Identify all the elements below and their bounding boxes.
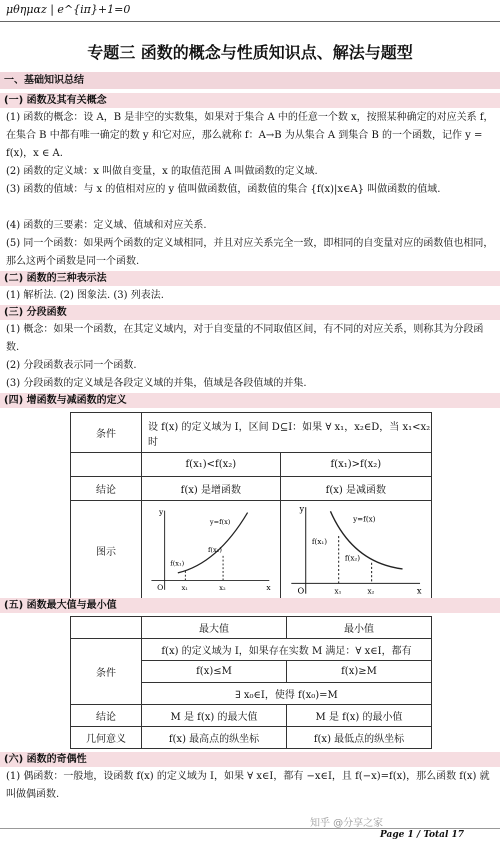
cell-label: 图示 — [71, 501, 142, 602]
cell-dec-condition: f(x₁)>f(x₂) — [280, 453, 431, 477]
cell-dec-conclusion: f(x) 是减函数 — [280, 477, 431, 501]
cell-label: 条件 — [71, 413, 142, 453]
cell-inc-conclusion: f(x) 是增函数 — [142, 477, 281, 501]
cell-cond-min: f(x)≥M — [286, 661, 431, 683]
origin-label: O — [157, 582, 164, 592]
cell-label: 结论 — [71, 477, 142, 501]
paragraph: (2) 分段函数表示同一个函数. — [6, 360, 137, 371]
axis-x-label: x — [416, 585, 422, 596]
page-title: 专题三 函数的概念与性质知识点、解法与题型 — [87, 43, 413, 62]
extremum-table — [70, 616, 432, 749]
paragraph: (1) 解析法. (2) 图象法. (3) 列表法. — [6, 290, 164, 301]
cell-geo-min: f(x) 最低点的纵坐标 — [286, 727, 431, 749]
cell-cond-max: f(x)≤M — [142, 661, 287, 683]
subsection-heading-4: (四) 增函数与减函数的定义 — [0, 393, 500, 408]
cell-concl-min: M 是 f(x) 的最小值 — [286, 705, 431, 727]
header-text: μθημαz | e^{iπ}+1=0 — [6, 3, 131, 16]
cell-geo-max: f(x) 最高点的纵坐标 — [142, 727, 287, 749]
paragraph: (1) 偶函数：一般地，设函数 f(x) 的定义域为 I，如果 ∀ x∈I，都有 −x∈I，且 f(−x)=f(x)，那么函数 f(x) 就叫做偶函数. — [6, 771, 490, 800]
page-header — [0, 0, 500, 22]
header-min: 最小值 — [286, 617, 431, 639]
paragraph: (3) 函数的值域：与 x 的值相对应的 y 值叫做函数值，函数值的集合 {f(x)|x∈A} 叫做函数的值域. — [6, 184, 441, 195]
subsection-heading-2: (二) 函数的三种表示法 — [0, 271, 500, 286]
section-heading: 一、基础知识总结 — [0, 72, 500, 89]
page-footer: Page 1 / Total 17 — [380, 830, 465, 840]
axis-y-label: y — [158, 507, 164, 517]
watermark: 知乎 @分享之家 — [310, 818, 384, 829]
cell-condition-common: f(x) 的定义域为 I，如果存在实数 M 满足：∀ x∈I，都有 — [142, 639, 432, 661]
x2-label: x₂ — [219, 583, 226, 592]
increasing-graph — [142, 501, 281, 602]
header-max: 最大值 — [142, 617, 287, 639]
footer-rule — [0, 828, 500, 829]
paragraph: (2) 函数的定义域：x 叫做自变量，x 的取值范围 A 叫做函数的定义域. — [6, 166, 318, 177]
subsection-heading-1: (一) 函数及其有关概念 — [0, 93, 500, 108]
subsection-heading-3: (三) 分段函数 — [0, 305, 500, 320]
cell-cond-exist: ∃ x₀∈I，使得 f(x₀)=M — [142, 683, 432, 705]
paragraph: (4) 函数的三要素：定义域、值域和对应关系. — [6, 220, 207, 231]
subsection-heading-5: (五) 函数最大值与最小值 — [0, 598, 500, 613]
cell-label: 条件 — [71, 639, 142, 705]
axis-y-label: y — [299, 503, 304, 514]
fx2-label: f(x₂) — [344, 553, 360, 563]
x2-label: x₂ — [367, 586, 375, 596]
cell-concl-max: M 是 f(x) 的最大值 — [142, 705, 287, 727]
curve-label: y=f(x) — [209, 517, 231, 526]
origin-label: O — [297, 585, 304, 596]
monotonic-table — [70, 412, 432, 602]
paragraph: (1) 函数的概念：设 A，B 是非空的实数集，如果对于集合 A 中的任意一个数 x，按照某种确定的对应关系 f，在集合 B 中都有唯一确定的数 y 和它对应，那么就称 f：A→B 为从集合 A 到集合 B 的一个函数，记作 y = f(x)，x ∈ A. — [6, 112, 494, 159]
curve-label: y=f(x) — [352, 514, 376, 524]
paragraph: (3) 分段函数的定义域是各段定义域的并集，值域是各段值域的并集. — [6, 378, 307, 389]
subsection-heading-6: (六) 函数的奇偶性 — [0, 752, 500, 767]
cell-label: 几何意义 — [71, 727, 142, 749]
increasing-graph-svg — [142, 505, 280, 594]
cell-condition: 设 f(x) 的定义域为 I，区间 D⊆I：如果 ∀ x₁，x₂∈D，当 x₁<x₂ 时 — [142, 413, 432, 453]
axis-x-label: x — [266, 582, 271, 592]
decreasing-graph-svg — [281, 501, 431, 598]
cell-inc-condition: f(x₁)<f(x₂) — [142, 453, 281, 477]
fx1-label: f(x₁) — [311, 537, 327, 547]
x1-label: x₁ — [334, 586, 342, 596]
x1-label: x₁ — [181, 583, 188, 592]
cell-label: 结论 — [71, 705, 142, 727]
decreasing-graph — [280, 501, 431, 602]
fx2-label: f(x₂) — [207, 546, 222, 555]
paragraph: (1) 概念：如果一个函数，在其定义域内，对于自变量的不同取值区间，有不同的对应关系，则称其为分段函数. — [6, 324, 484, 353]
paragraph: (5) 同一个函数：如果两个函数的定义域相同，并且对应关系完全一致，即相同的自变量对应的函数值也相同，那么这两个函数是同一个函数. — [6, 238, 494, 267]
fx1-label: f(x₁) — [170, 559, 185, 568]
header-rule — [0, 21, 500, 22]
